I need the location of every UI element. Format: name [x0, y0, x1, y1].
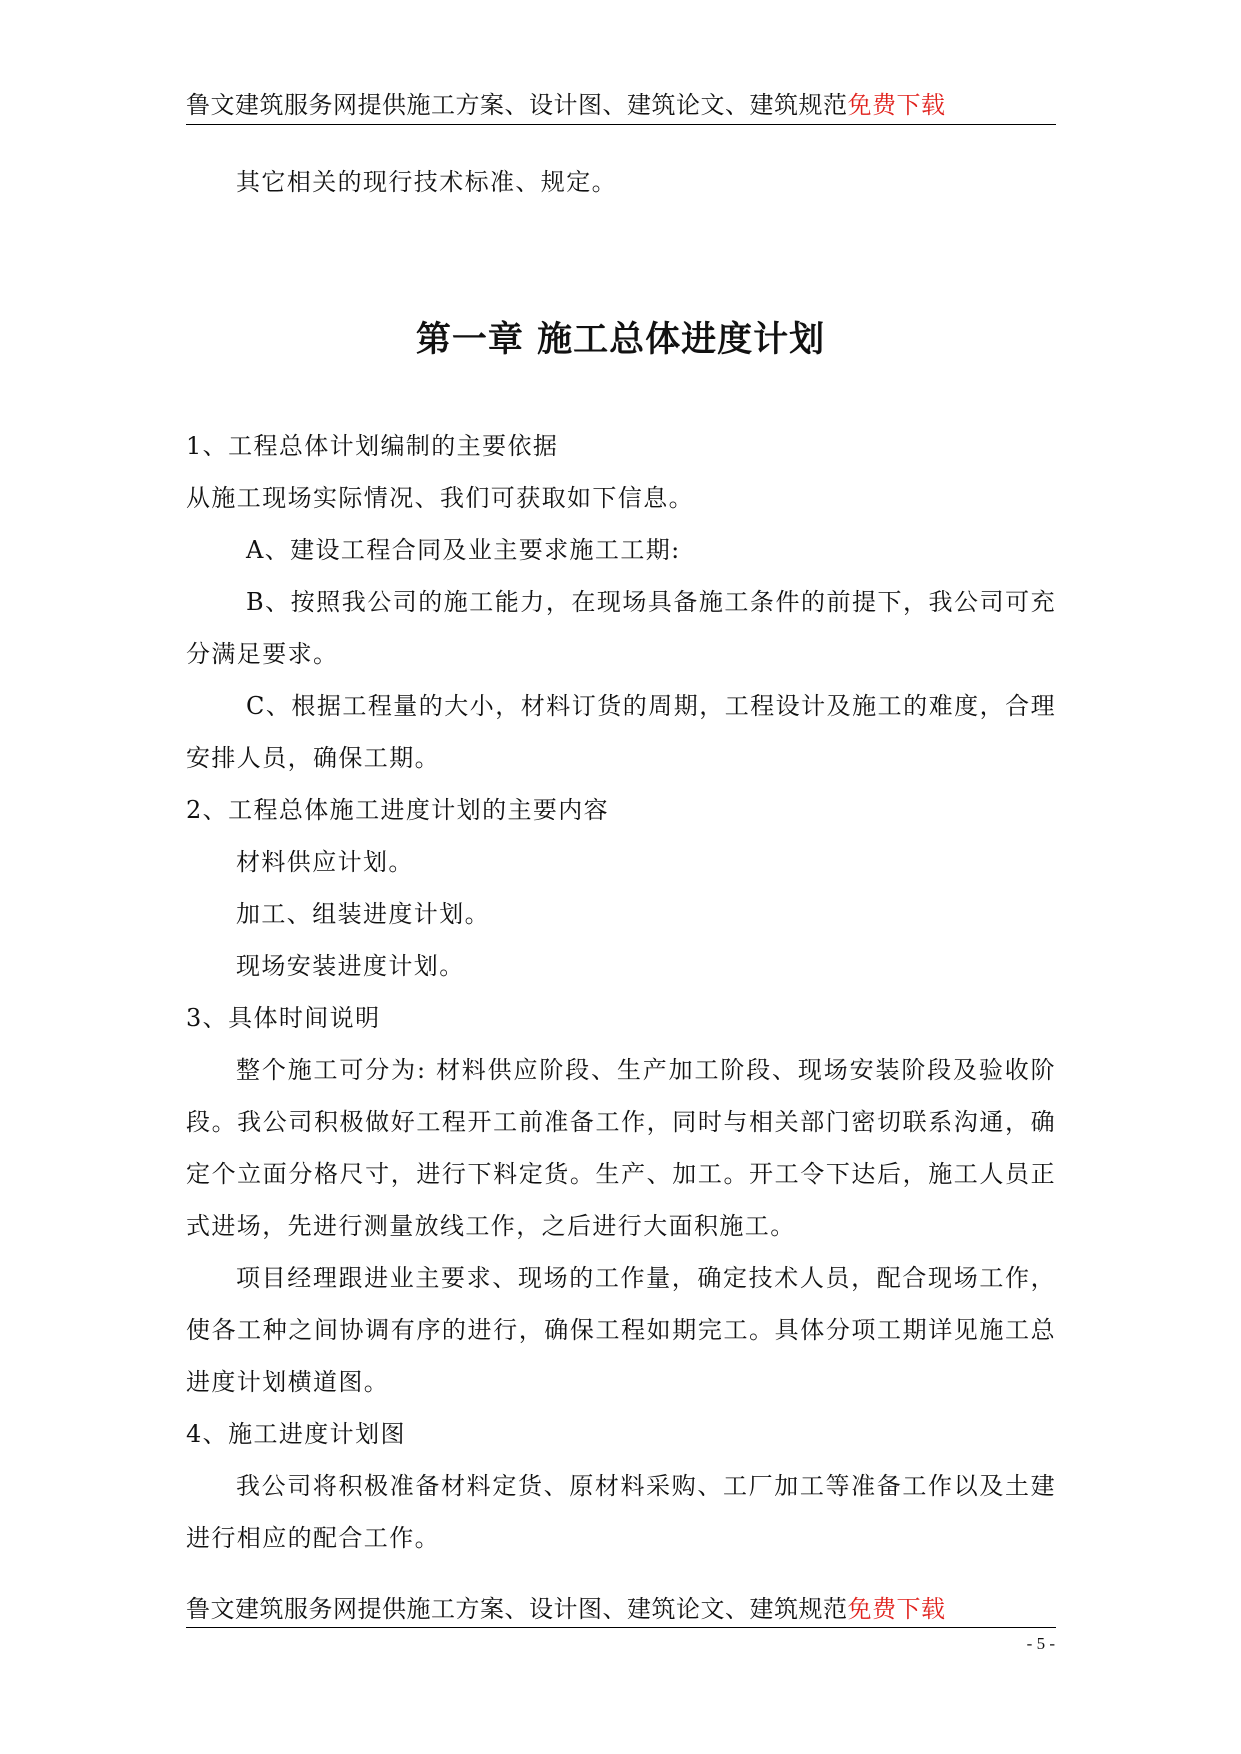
section-3-paragraph-1: 整个施工可分为: 材料供应阶段、生产加工阶段、现场安装阶段及验收阶段。我公司积极做好工程开工前准备工作，同时与相关部门密切联系沟通，确定个立面分格尺寸，进行下料定货。生产、加工。开工令下达后，施工人员正式进场，先进行测量放线工作，之后进行大面积施工。	[186, 1056, 1056, 1240]
section-4-paragraph-1: 我公司将积极准备材料定货、原材料采购、工厂加工等准备工作以及土建进行相应的配合工作。	[186, 1472, 1056, 1552]
section-2-item-3: 现场安装进度计划。	[236, 952, 465, 980]
chapter-title: 第一章 施工总体进度计划	[415, 320, 826, 360]
section-3-heading: 3、具体时间说明	[186, 1004, 381, 1032]
footer-text: 鲁文建筑服务网提供施工方案、设计图、建筑论文、建筑规范	[186, 1595, 848, 1623]
section-3-paragraph-2: 项目经理跟进业主要求、现场的工作量，确定技术人员，配合现场工作，使各工种之间协调有序的进行，确保工程如期完工。具体分项工期详见施工总进度计划横道图。	[186, 1264, 1056, 1396]
page-header	[186, 90, 946, 120]
section-1-item-b: B、按照我公司的施工能力，在现场具备施工条件的前提下，我公司可充分满足要求。	[186, 588, 1056, 668]
section-1-heading: 1、工程总体计划编制的主要依据	[186, 432, 559, 460]
header-text: 鲁文建筑服务网提供施工方案、设计图、建筑论文、建筑规范	[186, 91, 848, 119]
section-2-heading: 2、工程总体施工进度计划的主要内容	[186, 796, 610, 824]
page-number: - 5 -	[1026, 1634, 1055, 1653]
section-2-item-1: 材料供应计划。	[236, 848, 414, 876]
section-1-item-c: C、根据工程量的大小，材料订货的周期，工程设计及施工的难度，合理安排人员，确保工期。	[186, 692, 1056, 772]
section-2-item-2: 加工、组装进度计划。	[236, 900, 490, 928]
header-highlight: 免费下载	[847, 91, 946, 119]
section-1-item-a: A、建设工程合同及业主要求施工工期:	[246, 536, 681, 564]
footer-rule	[186, 1627, 1056, 1628]
paragraph-standards: 其它相关的现行技术标准、规定。	[236, 168, 617, 196]
section-4-heading: 4、施工进度计划图	[186, 1420, 406, 1448]
page-footer	[186, 1594, 946, 1624]
section-1-intro: 从施工现场实际情况、我们可获取如下信息。	[186, 484, 694, 512]
header-rule	[186, 124, 1056, 125]
footer-highlight: 免费下载	[847, 1595, 946, 1623]
